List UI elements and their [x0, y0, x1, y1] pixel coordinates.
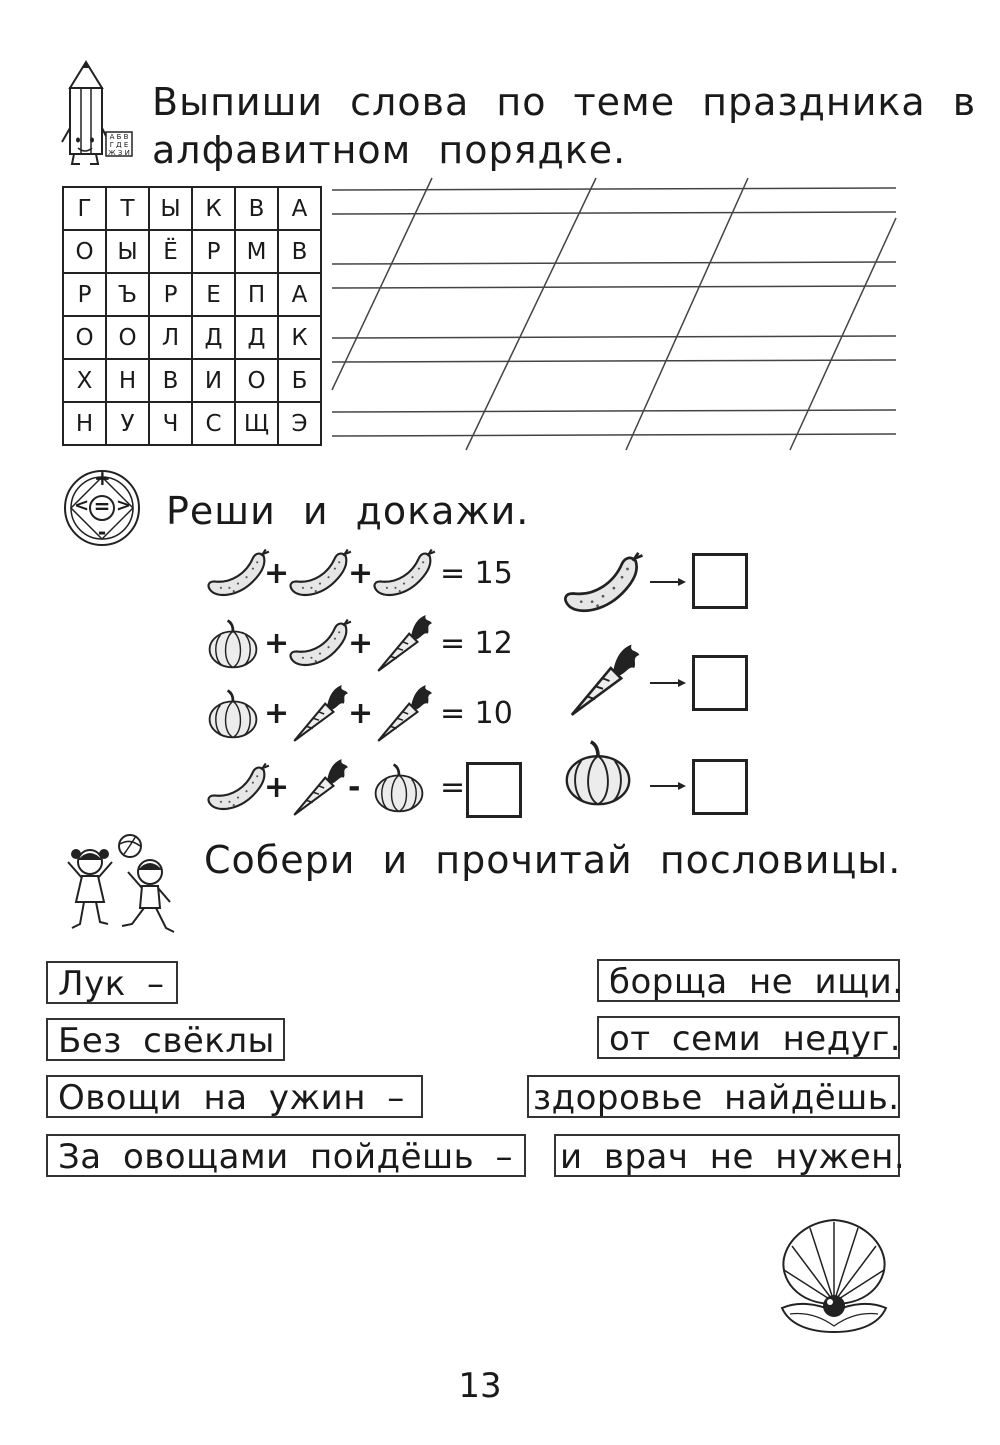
grid-cell: Ы — [106, 230, 149, 273]
equation-answer-box[interactable] — [466, 762, 522, 818]
grid-cell: П — [235, 273, 278, 316]
cucumber-icon — [206, 761, 270, 819]
grid-cell: Ч — [149, 402, 192, 445]
grid-cell: Т — [106, 187, 149, 230]
proverb-left-part[interactable]: Овощи на ужин – — [46, 1075, 423, 1118]
legend-pumpkin-icon — [562, 737, 634, 813]
proverb-left-part[interactable]: Лук – — [46, 961, 178, 1004]
equation-result: = 15 — [440, 556, 513, 591]
answer-box-carrot[interactable] — [692, 655, 748, 711]
grid-cell: О — [235, 359, 278, 402]
proverb-right-part[interactable]: и врач не нужен. — [554, 1134, 900, 1177]
grid-cell: М — [235, 230, 278, 273]
equation-result: = 12 — [440, 626, 513, 661]
shell-icon — [776, 1216, 892, 1340]
grid-cell: Р — [192, 230, 235, 273]
grid-cell: Н — [106, 359, 149, 402]
operator: + — [264, 770, 290, 805]
operator: + — [348, 626, 374, 661]
legend-cucumber-icon — [562, 550, 644, 622]
cucumber-icon — [206, 547, 270, 605]
answer-box-cucumber[interactable] — [692, 553, 748, 609]
badge-minus: - — [97, 520, 107, 544]
grid-cell: Х — [63, 359, 106, 402]
arrow-icon — [650, 780, 686, 792]
operator: + — [264, 626, 290, 661]
grid-cell: А — [278, 273, 321, 316]
operator: + — [264, 556, 290, 591]
grid-cell: Ъ — [106, 273, 149, 316]
grid-cell: Д — [235, 316, 278, 359]
letter-grid — [62, 186, 322, 446]
grid-cell: В — [149, 359, 192, 402]
grid-cell: И — [192, 359, 235, 402]
operator: - — [348, 770, 361, 805]
badge-equals: = — [93, 494, 111, 518]
grid-cell: Ё — [149, 230, 192, 273]
pencil-icon — [60, 58, 134, 168]
grid-cell: Щ — [235, 402, 278, 445]
carrot-icon — [288, 683, 350, 749]
task1-title-line2: алфавитном порядке. — [152, 128, 627, 172]
grid-cell: Э — [278, 402, 321, 445]
grid-cell: Г — [63, 187, 106, 230]
pencil-book-letters: А Б В — [109, 133, 129, 141]
proverb-right-part[interactable]: борща не ищи. — [597, 959, 900, 1002]
task3-title: Собери и прочитай пословицы. — [204, 838, 902, 882]
grid-cell: А — [278, 187, 321, 230]
grid-cell: О — [63, 230, 106, 273]
task2-title: Реши и докажи. — [166, 489, 530, 533]
grid-cell: Р — [149, 273, 192, 316]
carrot-icon — [372, 683, 434, 749]
arrow-icon — [650, 677, 686, 689]
pencil-book-letters: Ж З И — [108, 149, 130, 157]
grid-cell: С — [192, 402, 235, 445]
proverb-right-part[interactable]: от семи недуг. — [597, 1016, 900, 1059]
writing-lines[interactable] — [330, 176, 900, 452]
page-number: 13 — [458, 1366, 502, 1406]
operator: + — [264, 696, 290, 731]
grid-cell: Р — [63, 273, 106, 316]
cucumber-icon — [288, 547, 352, 605]
grid-cell: У — [106, 402, 149, 445]
grid-cell: О — [106, 316, 149, 359]
equation-result: = — [440, 770, 466, 805]
math-badge-icon — [62, 468, 142, 548]
pencil-book-letters: Г Д Е — [109, 141, 129, 149]
proverb-left-part[interactable]: За овощами пойдёшь – — [46, 1134, 526, 1177]
pumpkin-icon — [372, 761, 426, 819]
grid-cell: Е — [192, 273, 235, 316]
grid-cell: Н — [63, 402, 106, 445]
proverb-left-part[interactable]: Без свёклы — [46, 1018, 285, 1061]
grid-cell: Л — [149, 316, 192, 359]
cucumber-icon — [372, 547, 436, 605]
carrot-icon — [288, 757, 350, 823]
grid-cell: К — [278, 316, 321, 359]
grid-cell: В — [235, 187, 278, 230]
grid-cell: К — [192, 187, 235, 230]
legend-carrot-icon — [564, 642, 642, 724]
grid-cell: Д — [192, 316, 235, 359]
grid-cell: Б — [278, 359, 321, 402]
badge-less: < — [74, 495, 90, 516]
badge-plus: + — [94, 466, 111, 490]
playing-kids-illustration — [62, 832, 180, 944]
pumpkin-icon — [206, 687, 260, 745]
equation-result: = 10 — [440, 696, 513, 731]
badge-greater: > — [116, 495, 132, 516]
arrow-icon — [650, 576, 686, 588]
operator: + — [348, 696, 374, 731]
grid-cell: В — [278, 230, 321, 273]
answer-box-pumpkin[interactable] — [692, 759, 748, 815]
cucumber-icon — [288, 617, 352, 675]
pumpkin-icon — [206, 617, 260, 675]
grid-cell: О — [63, 316, 106, 359]
task1-title-line1: Выпиши слова по теме праздника в — [152, 80, 977, 124]
proverb-right-part[interactable]: здоровье найдёшь. — [527, 1075, 900, 1118]
operator: + — [348, 556, 374, 591]
carrot-icon — [372, 613, 434, 679]
grid-cell: Ы — [149, 187, 192, 230]
